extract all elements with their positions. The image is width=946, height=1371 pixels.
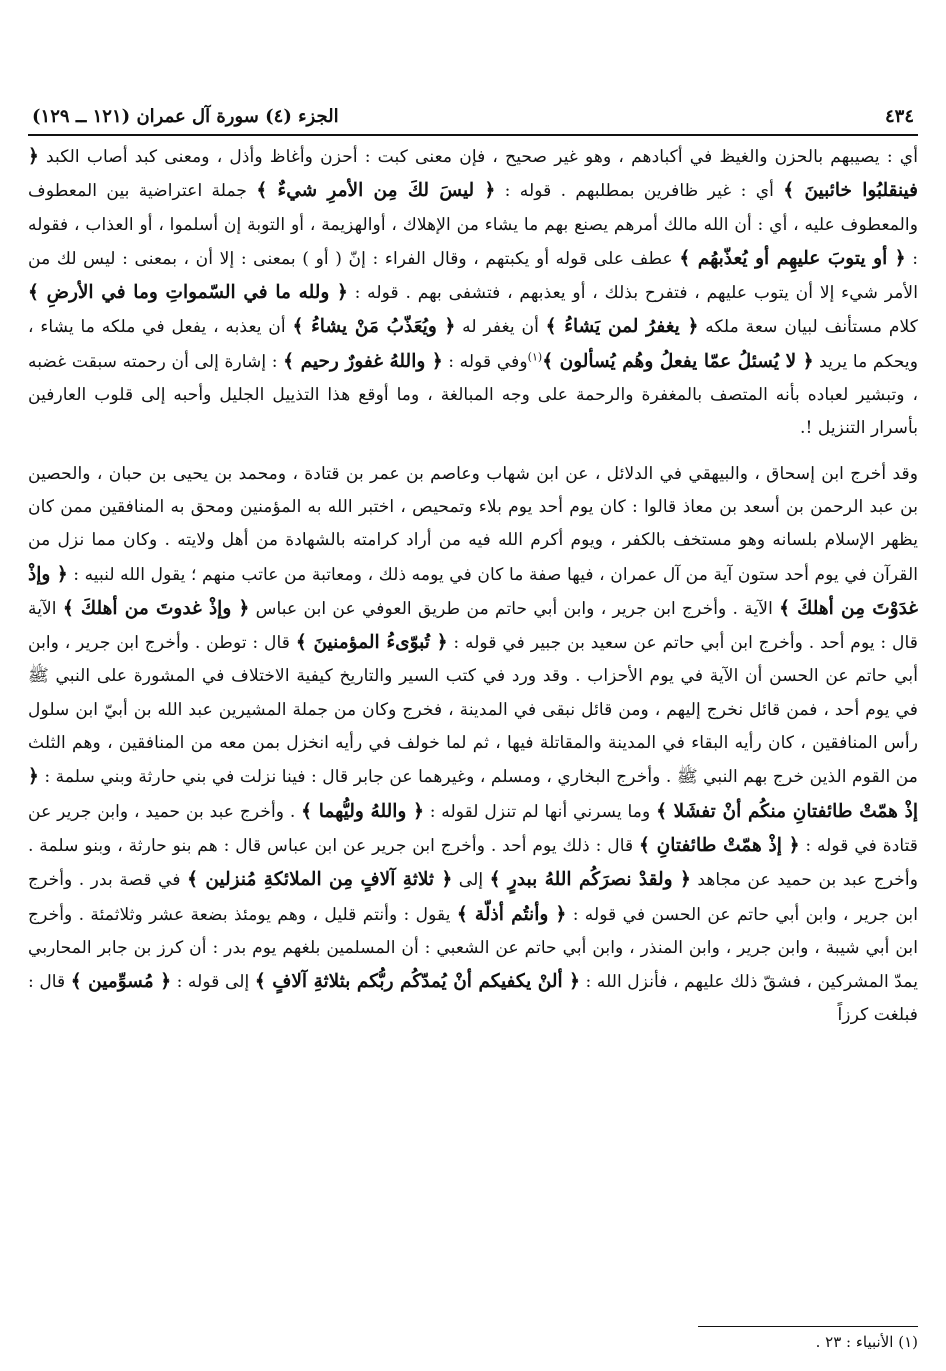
quran-verse: ﴿ ليسَ لكَ مِن الأمرِ شيءٌ ﴾ <box>256 180 496 202</box>
body-text <box>28 140 918 1033</box>
text-run: : إشارة إلى أن رحمته سبقت غضبه ، وتبشير لعباده بأنه المتصف بالمغفرة والرحمة على وجه المبالغة ، وما أوقع هذا التذييل الجليل وأحبه إلى قلوب العارفين بأسرار التنزيل !. <box>28 351 918 439</box>
quran-verse: ﴿ أو يتوبَ عليهِم أو يُعذّبهُم ﴾ <box>679 247 906 269</box>
text-run: أي : يصيبهم بالحزن والغيظ في أكبادهم ، وهو غير صحيح ، فإن معنى كبت : أحزن وأغاظ وأذل ، ومعنى كبد أصاب الكبد <box>38 147 918 167</box>
quran-verse: ﴿ مُسوِّمين ﴾ <box>70 971 172 993</box>
paragraph <box>28 140 918 446</box>
text-run: إلى قوله : <box>171 972 255 993</box>
text-run: قال : توطن . وأخرج ابن جرير ، وابن أبي حاتم عن الحسن أن الآية في يوم الأحزاب . وقد ورد في كتب السير والتاريخ كيفية الاختلاف في المشورة على النبي ﷺ في يوم أحد ، فمن قائل نخرج إليهم ، ومن قائل نبقى في المدينة ، فخرج وكان من جملة المشيرين عبد الله بن أبيّ ابن سلول رأس المنافقين ، كان رأيه البقاء في المدينة والمقاتلة فيها ، ثم لما خولف في رأيه انخزل بمن معه من المنافقين ، وهم الثلث من القوم الذين خرج بهم النبي ﷺ . وأخرج البخاري ، ومسلم ، وغيرهما عن جابر قال : فينا نزلت في بني حارثة وبني سلمة : <box>28 633 918 788</box>
quran-verse: ﴿ فينقلبُوا خائبينَ ﴾ <box>28 146 918 202</box>
quran-verse: ﴿ ألنْ يكفيكم أنْ يُمدّكُم ربُّكم بثلاثةِ آلافٍ ﴾ <box>254 971 580 993</box>
quran-verse: ﴿ واللهُ غفورٌ رحيم ﴾ <box>283 350 443 372</box>
text-run: أن يغفر له <box>455 317 546 338</box>
quran-verse: ﴿ وأنتُم أذلّة ﴾ <box>456 903 567 925</box>
text-run: يقول : وأنتم قليل ، وهم يومئذ بضعة عشر وثلاثمئة . وأخرج ابن أبي شيبة ، وابن جرير ، وابن المنذر ، وابن أبي حاتم عن الشعبي : أن المسلمين بلغهم يوم بدر : أن كرز بن جابر المحاربي يمدّ المشركين ، فشقّ ذلك عليهم ، فأنزل الله : <box>28 904 919 993</box>
text-run: أي : غير ظافرين بمطلبهم . قوله : <box>495 181 784 202</box>
text-run: في قصة بدر . وأخرج ابن جرير ، وابن أبي حاتم عن الحسن في قوله : <box>28 870 918 925</box>
header-rule <box>28 134 918 136</box>
text-run: كلام مستأنف لبيان سعة ملكه <box>698 317 918 338</box>
quran-verse: ﴿ إذْ همّتْ طائفتانِ منكُم أنْ تفشَلا ﴾ <box>28 766 918 822</box>
quran-verse: ﴿ ولله ما في السّمواتِ وما في الأرضِ ﴾ <box>28 282 348 304</box>
paragraph-gap <box>28 446 918 458</box>
text-run: وفي قوله : <box>442 351 528 372</box>
chapter-title: الجزء (٤) سورة آل عمران (١٢١ ــ ١٢٩) <box>32 106 339 127</box>
footnote-area <box>28 1326 918 1353</box>
text-run: وقد أخرج ابن إسحاق ، والبيهقي في الدلائل ، عن ابن شهاب وعاصم بن عمر بن قتادة ، ومحمد بن يحيى بن حبان ، والحصين بن عبد الرحمن بن أسعد بن معاذ قالوا : كان يوم أحد يوم بلاء وتمحيص ، اختبر الله به المؤمنين ومحق به المنافقين ممن كان يظهر الإسلام بلسانه وهو مستخف بالكفر ، ويوم أكرم الله فيه من أراد كرامته بالشهادة من أهل ولايته . وكان مما نزل من القرآن في يوم أحد ستون آية من آل عمران ، فيها صفة ما كان في يومه ذلك ، ومعاتبة من عاتب منهم ؛ يقول الله لنبيه : <box>28 463 918 585</box>
quran-verse: ﴿ لا يُسئلُ عمّا يفعلُ وهُم يُسألون ﴾ <box>542 350 814 372</box>
quran-verse: ﴿ تُبوّىءُ المؤمنينَ ﴾ <box>295 632 448 654</box>
text-run: جملة اعتراضية بين المعطوف والمعطوف عليه ، أي : أن الله مالك أمرهم يصنع بهم ما يشاء من الإهلاك ، أوالهزيمة ، أو التوبة إن أسلموا ، أو العذاب ، فقوله : <box>28 181 918 269</box>
text-run: الآية . وأخرج ابن جرير ، وابن أبي حاتم من طريق العوفي عن ابن عباس <box>249 598 780 619</box>
quran-verse: ﴿ ولقدْ نصرَكُم اللهُ ببدرٍ ﴾ <box>489 869 691 891</box>
running-header <box>28 104 918 134</box>
quran-verse: ﴿ إذْ همّتْ طائفتانِ ﴾ <box>639 834 800 856</box>
text-run: الآية قال : يوم أحد . وأخرج ابن أبي حاتم عن سعيد بن جبير في قوله : <box>28 598 918 654</box>
text-run: قال : فبلغت كرزاً <box>28 972 918 1026</box>
footnote: (١) الأنبياء : ٢٣ . <box>815 1333 918 1351</box>
quran-verse: ﴿ ثلاثةِ آلافٍ مِن الملائكةِ مُنزلين ﴾ <box>187 869 453 891</box>
quran-verse: ﴿ وإذْ غدوتَ من أهلكَ ﴾ <box>62 597 250 619</box>
book-page <box>28 104 918 1354</box>
paragraph <box>28 458 918 1033</box>
text-run: قال : ذلك يوم أحد . وأخرج ابن جرير عن ابن عباس قال : هم بنو حارثة ، وبنو سلمة . وأخرج عبد بن حميد عن مجاهد <box>28 835 919 891</box>
text-run: . وأخرج عبد بن حميد ، وابن جرير عن قتادة في قوله : <box>28 801 918 856</box>
quran-verse: ﴿ يغفرُ لمن يَشاءُ ﴾ <box>545 316 699 338</box>
quran-verse: ﴿ وإذْ غدَوْتَ مِن أهلكَ ﴾ <box>28 563 918 619</box>
text-run: أن يعذبه ، يفعل في ملكه ما يشاء ، ويحكم ما يريد <box>28 317 918 372</box>
text-run: إلى <box>452 870 490 891</box>
footnote-rule <box>698 1326 918 1327</box>
footnote-marker: (١) <box>527 350 543 364</box>
text-run: عطف على قوله أو يكبتهم ، وقال الفراء : إنّ ( أو ) بمعنى : إلا أن ، بمعنى : ليس لك من الأمر شيء إلا أن يتوب عليهم ، فتفرح بذلك ، أو يعذبهم ، فتشفى بهم . قوله : <box>28 248 918 304</box>
page-number: ٤٣٤ <box>884 106 914 127</box>
quran-verse: ﴿ واللهُ وليُّهما ﴾ <box>301 800 424 822</box>
text-run: وما يسرني أنها لم تنزل لقوله : <box>423 801 657 822</box>
quran-verse: ﴿ ويُعَذّبُ مَنْ يشاءُ ﴾ <box>292 316 456 338</box>
